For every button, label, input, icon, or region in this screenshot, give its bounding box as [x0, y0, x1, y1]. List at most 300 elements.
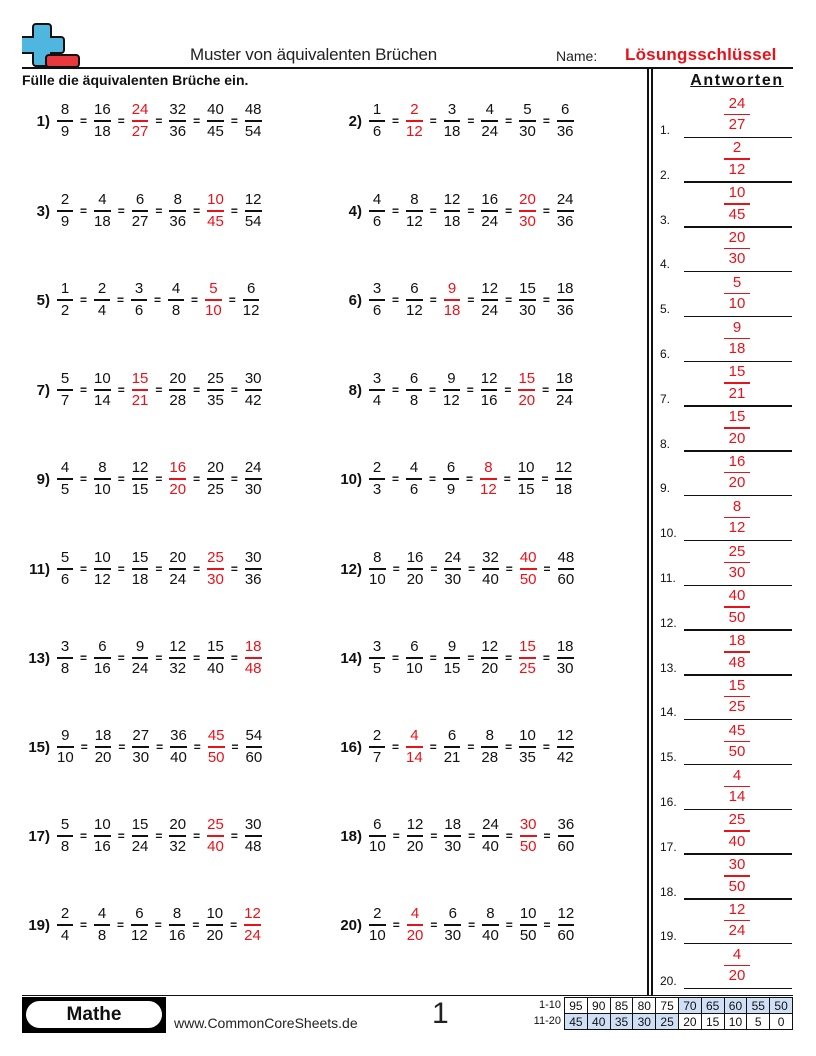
fraction	[132, 638, 149, 678]
denominator: 54	[244, 212, 262, 230]
fraction-bar	[444, 120, 461, 122]
fraction-bar	[519, 210, 536, 212]
fraction-bar	[169, 835, 186, 837]
fraction	[482, 816, 499, 856]
equals-sign: =	[80, 651, 88, 665]
numerator: 4	[60, 459, 70, 477]
answer-fraction	[724, 453, 750, 493]
equals-sign: =	[392, 651, 400, 665]
fraction-bar	[94, 478, 111, 480]
numerator: 16	[481, 191, 499, 209]
denominator: 8	[60, 659, 70, 677]
numerator: 5	[60, 549, 70, 567]
denominator: 7	[372, 748, 382, 766]
fraction-bar	[724, 741, 750, 743]
denominator: 12	[728, 519, 746, 537]
fraction-bar	[131, 299, 147, 301]
numerator: 12	[406, 816, 424, 834]
answer-number: 11.	[660, 571, 676, 585]
fraction-bar	[443, 389, 460, 391]
fraction	[481, 370, 498, 410]
numerator: 8	[485, 727, 494, 745]
fraction	[558, 905, 575, 945]
fraction-bar	[369, 120, 385, 122]
denominator: 14	[406, 748, 423, 766]
numerator: 3	[60, 638, 70, 656]
numerator: 20	[728, 228, 746, 246]
fraction	[407, 549, 424, 589]
equals-sign: =	[193, 740, 201, 754]
problem-12	[330, 544, 574, 594]
denominator: 20	[406, 570, 424, 588]
fraction	[556, 370, 573, 410]
score-cell: 50	[770, 998, 793, 1014]
answer-fraction	[724, 722, 750, 762]
denominator: 36	[169, 212, 187, 230]
fraction	[555, 459, 572, 499]
answer-fraction	[169, 459, 186, 499]
answer-number: 13.	[660, 660, 677, 675]
answer-fraction	[132, 101, 149, 141]
answer-fraction	[444, 280, 461, 320]
denominator: 18	[728, 340, 746, 357]
equals-sign: =	[467, 114, 475, 128]
fraction-bar	[407, 835, 424, 837]
numerator: 10	[94, 370, 111, 388]
fraction	[518, 459, 535, 499]
denominator: 60	[557, 926, 575, 944]
equals-sign: =	[193, 204, 201, 218]
fraction-bar	[207, 120, 224, 122]
numerator: 18	[444, 816, 462, 834]
denominator: 20	[728, 474, 746, 492]
problem-3	[18, 186, 262, 236]
equals-sign: =	[392, 562, 400, 576]
answer-fraction	[132, 370, 149, 410]
score-cell: 35	[610, 1014, 633, 1030]
fraction	[519, 101, 536, 141]
website-link[interactable]: www.CommonCoreSheets.de	[174, 1015, 358, 1031]
problem-number: 2)	[348, 112, 362, 130]
fraction-bar	[724, 382, 750, 384]
answer-fraction	[724, 856, 750, 896]
equals-sign: =	[466, 383, 474, 397]
numerator: 2	[410, 101, 419, 119]
numerator: 12	[244, 905, 261, 923]
fraction-bar	[57, 120, 73, 122]
equals-sign: =	[468, 562, 476, 576]
fraction-bar	[444, 657, 461, 659]
denominator: 24	[169, 570, 187, 588]
answer-fraction	[245, 638, 262, 678]
fraction-bar	[94, 835, 111, 837]
numerator: 45	[207, 727, 225, 745]
denominator: 21	[728, 384, 746, 402]
numerator: 15	[728, 363, 746, 381]
denominator: 24	[131, 659, 149, 677]
numerator: 25	[207, 549, 224, 567]
numerator: 20	[169, 816, 187, 834]
fraction-bar	[57, 924, 73, 926]
denominator: 20	[481, 659, 499, 677]
fraction	[170, 727, 187, 767]
denominator: 18	[94, 122, 111, 140]
numerator: 15	[207, 638, 224, 656]
equals-sign: =	[504, 383, 512, 397]
equals-sign: =	[193, 562, 201, 576]
equals-sign: =	[505, 562, 513, 576]
denominator: 10	[205, 301, 222, 319]
fraction	[94, 101, 111, 141]
score-cell: 15	[701, 1014, 724, 1030]
numerator: 20	[519, 191, 536, 209]
equals-sign: =	[429, 114, 437, 128]
equals-sign: =	[505, 918, 513, 932]
denominator: 24	[728, 922, 746, 940]
answer-fraction	[519, 191, 536, 231]
equals-sign: =	[230, 383, 238, 397]
equals-sign: =	[156, 740, 164, 754]
numerator: 10	[94, 816, 111, 834]
answer-fraction	[724, 767, 750, 807]
score-cell: 60	[724, 998, 747, 1014]
problem-11	[18, 544, 262, 594]
fraction-bar	[244, 924, 261, 926]
fraction	[94, 549, 111, 589]
fraction-bar	[444, 835, 461, 837]
denominator: 8	[171, 301, 181, 319]
denominator: 40	[728, 832, 746, 850]
numerator: 5	[60, 816, 70, 834]
fraction-bar	[406, 299, 423, 301]
denominator: 20	[406, 837, 424, 855]
fraction-bar	[520, 924, 537, 926]
fraction-bar	[132, 210, 149, 212]
fraction	[481, 727, 498, 767]
fraction	[245, 549, 262, 589]
equals-sign: =	[192, 918, 200, 932]
answer-row	[660, 944, 792, 989]
fraction	[168, 280, 184, 320]
denominator: 30	[207, 570, 224, 588]
page-number: 1	[432, 997, 449, 1030]
fraction	[94, 280, 110, 320]
fraction-bar	[207, 657, 224, 659]
denominator: 35	[519, 748, 536, 766]
denominator: 12	[406, 301, 423, 319]
denominator: 45	[207, 212, 224, 230]
equals-sign: =	[230, 204, 238, 218]
numerator: 6	[246, 280, 256, 298]
fraction	[444, 727, 461, 767]
fraction	[481, 280, 498, 320]
fraction	[481, 638, 498, 678]
numerator: 6	[448, 905, 457, 923]
numerator: 4	[485, 101, 494, 119]
equals-sign: =	[117, 562, 125, 576]
fraction-bar	[369, 478, 385, 480]
fraction-bar	[481, 120, 498, 122]
fraction	[558, 549, 575, 589]
denominator: 54	[244, 122, 262, 140]
fraction-bar	[444, 746, 461, 748]
fraction-bar	[132, 746, 149, 748]
equals-sign: =	[80, 383, 88, 397]
numerator: 8	[60, 101, 70, 119]
fraction-bar	[724, 114, 750, 116]
fraction	[444, 816, 461, 856]
problem-number: 15)	[28, 738, 50, 756]
fraction	[557, 101, 574, 141]
denominator: 10	[728, 295, 746, 313]
fraction	[57, 905, 73, 945]
numerator: 30	[244, 816, 262, 834]
numerator: 9	[447, 370, 456, 388]
fraction	[94, 816, 111, 856]
fraction-bar	[57, 210, 73, 212]
fraction-bar	[555, 478, 572, 480]
numerator: 8	[373, 549, 382, 567]
equals-sign: =	[543, 562, 551, 576]
fraction	[57, 101, 73, 141]
numerator: 12	[244, 191, 262, 209]
fraction	[57, 549, 73, 589]
equals-sign: =	[429, 293, 437, 307]
fraction-bar	[724, 965, 750, 967]
fraction	[132, 549, 149, 589]
fraction	[132, 459, 149, 499]
fraction-bar	[558, 924, 575, 926]
fraction	[94, 905, 110, 945]
answer-fraction	[724, 677, 750, 717]
denominator: 14	[94, 391, 111, 409]
subject-badge	[22, 997, 166, 1033]
denominator: 9	[60, 212, 70, 230]
denominator: 48	[244, 659, 262, 677]
denominator: 60	[245, 748, 263, 766]
score-cell: 75	[656, 998, 679, 1014]
fraction	[207, 101, 224, 141]
problem-16	[330, 722, 574, 772]
problem-number: 20)	[340, 916, 362, 934]
fraction-bar	[57, 478, 73, 480]
answer-row	[660, 451, 792, 496]
numerator: 6	[561, 101, 570, 119]
denominator: 42	[556, 748, 574, 766]
numerator: 48	[557, 549, 575, 567]
denominator: 5	[372, 659, 382, 677]
denominator: 12	[94, 570, 111, 588]
numerator: 9	[447, 280, 457, 298]
equals-sign: =	[80, 829, 88, 843]
fraction	[369, 905, 386, 945]
fraction-bar	[207, 478, 224, 480]
answer-fraction	[518, 370, 535, 410]
denominator: 48	[728, 653, 746, 671]
numerator: 5	[60, 370, 70, 388]
fraction	[207, 459, 224, 499]
score-cell: 90	[587, 998, 610, 1014]
fraction	[57, 816, 73, 856]
denominator: 4	[97, 301, 107, 319]
equals-sign: =	[429, 651, 437, 665]
fraction	[132, 816, 149, 856]
denominator: 12	[242, 301, 260, 319]
answer-fraction	[207, 816, 224, 856]
fraction	[94, 191, 111, 231]
denominator: 2	[60, 301, 70, 319]
fraction	[132, 191, 149, 231]
equals-sign: =	[392, 472, 400, 486]
answer-fraction	[724, 319, 750, 359]
fraction-bar	[724, 606, 750, 608]
answer-number: 18.	[660, 884, 677, 899]
score-cell: 0	[770, 1014, 793, 1030]
numerator: 4	[97, 905, 107, 923]
denominator: 16	[94, 659, 111, 677]
fraction-bar	[557, 210, 574, 212]
denominator: 4	[372, 391, 382, 409]
fraction-bar	[57, 657, 73, 659]
answer-line	[684, 988, 792, 990]
fraction-bar	[57, 835, 73, 837]
fraction-bar	[132, 389, 149, 391]
denominator: 21	[443, 748, 461, 766]
denominator: 16	[480, 391, 498, 409]
fraction	[245, 816, 262, 856]
numerator: 12	[557, 905, 575, 923]
problem-15	[18, 722, 262, 772]
score-cell: 10	[724, 1014, 747, 1030]
denominator: 32	[169, 837, 187, 855]
numerator: 12	[131, 459, 149, 477]
score-cell: 40	[587, 1014, 610, 1030]
answer-fraction	[519, 638, 536, 678]
equals-sign: =	[230, 651, 238, 665]
fraction-bar	[207, 568, 224, 570]
denominator: 6	[372, 212, 382, 230]
fraction-bar	[369, 210, 385, 212]
fraction-bar	[724, 786, 750, 788]
denominator: 30	[132, 748, 150, 766]
denominator: 24	[131, 837, 149, 855]
fraction	[444, 549, 461, 589]
numerator: 3	[372, 638, 382, 656]
answer-row	[660, 93, 792, 138]
fraction-bar	[481, 299, 498, 301]
numerator: 30	[728, 856, 746, 874]
fraction	[482, 905, 499, 945]
denominator: 18	[131, 570, 149, 588]
fraction-bar	[444, 210, 461, 212]
fraction-bar	[169, 568, 186, 570]
answer-number: 17.	[660, 839, 677, 854]
denominator: 40	[482, 926, 499, 944]
equals-sign: =	[505, 829, 513, 843]
numerator: 16	[169, 459, 187, 477]
denominator: 36	[556, 212, 574, 230]
equals-sign: =	[230, 918, 238, 932]
fraction-bar	[724, 472, 750, 474]
answer-fraction	[724, 95, 750, 135]
numerator: 4	[732, 945, 742, 963]
answer-row	[660, 407, 792, 452]
denominator: 20	[728, 967, 746, 985]
denominator: 40	[207, 659, 224, 677]
numerator: 8	[486, 905, 495, 923]
fraction-bar	[724, 562, 750, 564]
denominator: 21	[131, 391, 149, 409]
equals-sign: =	[230, 472, 238, 486]
denominator: 50	[519, 570, 537, 588]
answer-row	[660, 496, 792, 541]
problem-number: 1)	[36, 112, 50, 130]
numerator: 18	[728, 632, 746, 650]
equals-sign: =	[117, 829, 125, 843]
fraction-bar	[519, 299, 536, 301]
fraction-bar	[369, 657, 385, 659]
score-row	[565, 998, 793, 1014]
numerator: 16	[94, 101, 111, 119]
numerator: 3	[372, 370, 382, 388]
denominator: 60	[557, 837, 575, 855]
numerator: 4	[98, 191, 107, 209]
fraction-bar	[444, 299, 461, 301]
denominator: 16	[168, 926, 186, 944]
fraction-bar	[206, 924, 223, 926]
fraction	[444, 905, 461, 945]
denominator: 24	[481, 122, 499, 140]
score-cell: 45	[565, 1014, 588, 1030]
equals-sign: =	[117, 651, 125, 665]
denominator: 36	[556, 122, 574, 140]
fraction-bar	[481, 389, 498, 391]
denominator: 10	[369, 570, 386, 588]
fraction	[95, 727, 112, 767]
numerator: 15	[519, 280, 536, 298]
fraction-bar	[207, 210, 224, 212]
equals-sign: =	[505, 740, 513, 754]
fraction	[94, 370, 111, 410]
numerator: 1	[60, 280, 70, 298]
fraction-bar	[407, 568, 424, 570]
numerator: 2	[373, 905, 382, 923]
numerator: 18	[556, 370, 573, 388]
denominator: 12	[728, 160, 746, 178]
denominator: 24	[244, 926, 261, 944]
fraction	[443, 459, 459, 499]
numerator: 20	[169, 549, 187, 567]
fraction-bar	[169, 657, 186, 659]
fraction-bar	[482, 835, 499, 837]
denominator: 25	[207, 480, 224, 498]
fraction-bar	[94, 568, 111, 570]
fraction-bar	[245, 657, 262, 659]
denominator: 40	[207, 837, 224, 855]
numerator: 4	[372, 191, 382, 209]
equals-sign: =	[505, 651, 513, 665]
problem-number: 12)	[340, 560, 362, 578]
numerator: 32	[482, 549, 499, 567]
answer-number: 19.	[660, 929, 677, 944]
denominator: 20	[206, 926, 224, 944]
fraction-bar	[519, 657, 536, 659]
numerator: 6	[410, 280, 419, 298]
denominator: 27	[131, 212, 149, 230]
fraction	[169, 101, 186, 141]
equals-sign: =	[392, 204, 400, 218]
numerator: 10	[517, 459, 535, 477]
